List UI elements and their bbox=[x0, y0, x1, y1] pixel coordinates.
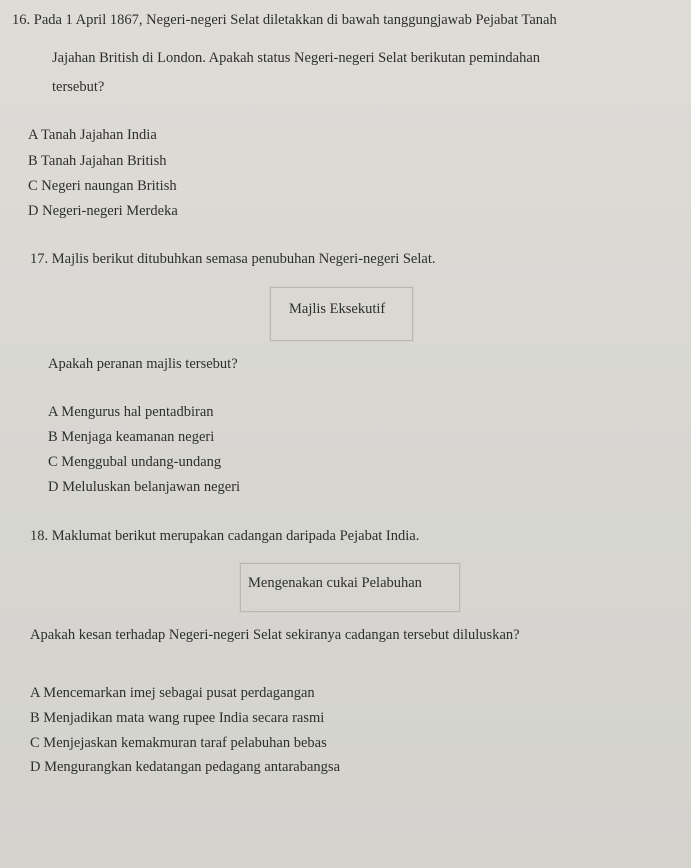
q16-stem-line-1: 16. Pada 1 April 1867, Negeri-negeri Selat diletakkan di bawah tanggungjawab Pejabat Tanah bbox=[12, 12, 557, 28]
q18-option-d[interactable]: D Mengurangkan kedatangan pedagang antarabangsa bbox=[30, 759, 341, 775]
q18-option-c[interactable]: C Menjejaskan kemakmuran taraf pelabuhan bebas bbox=[30, 735, 327, 751]
q17-question: Apakah peranan majlis tersebut? bbox=[48, 356, 238, 372]
q16-stem-line-3: tersebut? bbox=[52, 79, 105, 95]
q16-option-a[interactable]: A Tanah Jajahan India bbox=[28, 127, 157, 143]
q18-stem: 18. Maklumat berikut merupakan cadangan daripada Pejabat India. bbox=[30, 528, 420, 544]
q18-option-b[interactable]: B Menjadikan mata wang rupee India secara rasmi bbox=[30, 710, 325, 726]
q16-option-d[interactable]: D Negeri-negeri Merdeka bbox=[28, 203, 178, 219]
q18-question: Apakah kesan terhadap Negeri-negeri Selat sekiranya cadangan tersebut diluluskan? bbox=[30, 627, 520, 643]
q17-option-d[interactable]: D Meluluskan belanjawan negeri bbox=[48, 479, 241, 495]
q18-info-box-text: Mengenakan cukai Pelabuhan bbox=[248, 575, 422, 591]
q18-option-a[interactable]: A Mencemarkan imej sebagai pusat perdagangan bbox=[30, 685, 315, 701]
q17-option-b[interactable]: B Menjaga keamanan negeri bbox=[48, 429, 215, 445]
q17-option-c[interactable]: C Menggubal undang-undang bbox=[48, 454, 222, 470]
q17-stem: 17. Majlis berikut ditubuhkan semasa penubuhan Negeri-negeri Selat. bbox=[30, 251, 436, 267]
q16-option-b[interactable]: B Tanah Jajahan British bbox=[28, 153, 167, 169]
q17-info-box-text: Majlis Eksekutif bbox=[289, 301, 386, 317]
q17-option-a[interactable]: A Mengurus hal pentadbiran bbox=[48, 404, 214, 420]
q16-stem-line-2: Jajahan British di London. Apakah status Negeri-negeri Selat berikutan pemindahan bbox=[52, 50, 541, 66]
q16-option-c[interactable]: C Negeri naungan British bbox=[28, 178, 177, 194]
